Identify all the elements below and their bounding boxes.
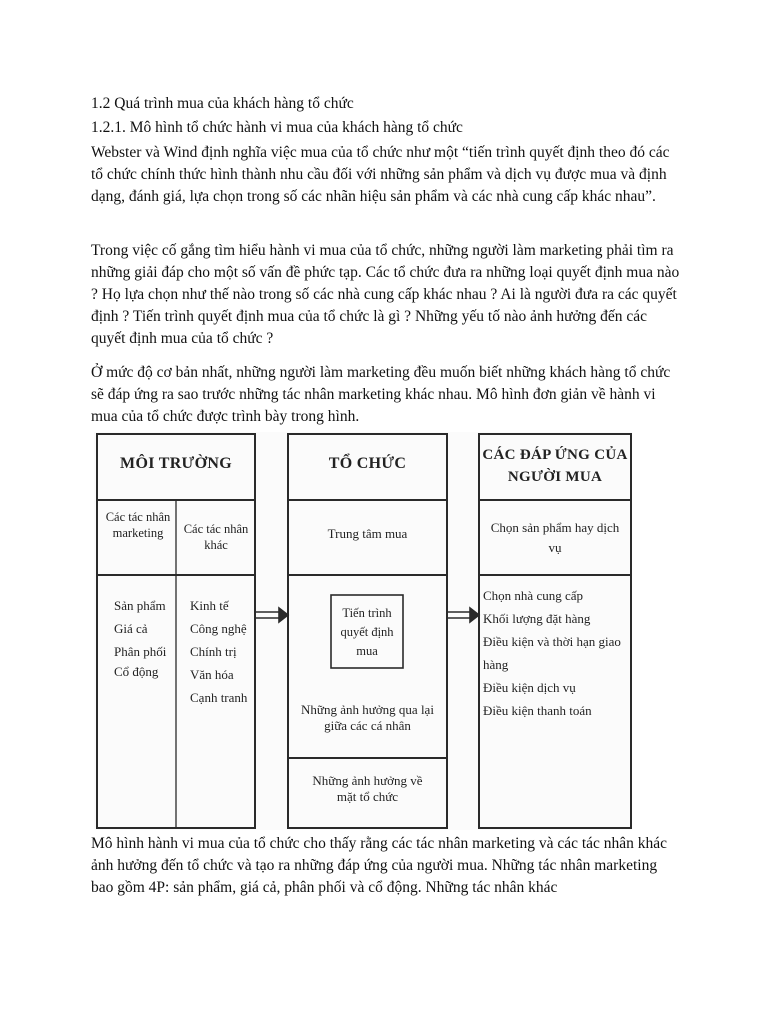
list-item: Công nghệ <box>190 621 247 636</box>
list-item: Khối lượng đặt hàng <box>483 611 591 626</box>
marketing-stimuli-header: Các tác nhân marketing <box>105 510 171 540</box>
other-stimuli-header: Các tác nhân khác <box>183 522 249 552</box>
list-item: Điều kiện dịch vụ <box>483 680 576 695</box>
list-item: Chính trị <box>190 644 237 659</box>
list-item: Văn hóa <box>190 667 234 682</box>
decision-process-label: Tiến trình quyết định mua <box>340 606 394 658</box>
paragraph-definition: Webster và Wind định nghĩa việc mua của tổ chức như một “tiến trình quyết định theo đó các tổ chức chính thức hình thành nhu cầu đối với những sản phẩm và dịch vụ được mua và định dạng, đánh giá, lựa chọn trong số các nhãn hiệu sản phẩm và các nhà cung cấp khác nhau”. <box>91 144 670 205</box>
buyer-responses-list <box>483 584 629 722</box>
interpersonal-influences-label: Những ảnh hưởng qua lại giữa các cá nhân <box>301 702 434 734</box>
list-item: Phân phối <box>114 644 167 659</box>
section-heading: 1.2 Quá trình mua của khách hàng tổ chức <box>91 95 354 112</box>
buying-center-label: Trung tâm mua <box>327 526 408 541</box>
list-item: Chọn nhà cung cấp <box>483 588 584 603</box>
buying-behavior-diagram <box>94 432 632 830</box>
paragraph-questions: Trong việc cố gắng tìm hiểu hành vi mua của tổ chức, những người làm marketing phải tìm ra những giải đáp cho một số vấn đề phức tạp. Các tổ chức đưa ra những loại quyết định mua nào ? Họ lựa chọn như thế nào trong số các nhà cung cấp khác nhau ? Ai là người đưa ra các quyết định ? Tiến trình quyết định mua của tổ chức là gì ? Những yếu tố nào ảnh hưởng đến các quyết định mua của tổ chức ? <box>91 242 680 347</box>
environment-title: MÔI TRƯỜNG <box>120 455 232 472</box>
other-stimuli-list <box>190 594 254 709</box>
list-item: Kinh tế <box>190 598 229 613</box>
responses-title: CÁC ĐÁP ỨNG CỦA NGƯỜI MUA <box>482 447 628 485</box>
list-item: Cổ động <box>114 664 159 679</box>
paragraph-model-explanation: Mô hình hành vi mua của tổ chức cho thấy rằng các tác nhân marketing và các tác nhân khác ảnh hưởng đến tổ chức và tạo ra những đáp ứng của người mua. Những tác nhân marketing bao gồm 4P: sản phẩm, giá cả, phân phối và cổ động. Những tác nhân khác <box>91 835 668 896</box>
product-choice-label: Chọn sản phẩm hay dịch vụ <box>490 520 620 555</box>
paragraph-basic-level: Ở mức độ cơ bản nhất, những người làm marketing đều muốn biết những khách hàng tổ chức sẽ đáp ứng ra sao trước những tác nhân marketing khác nhau. Mô hình đơn giản về hành vi mua của tổ chức được trình bày trong hình. <box>91 364 671 425</box>
organizational-influences-label: Những ảnh hưởng về mặt tổ chức <box>312 773 423 805</box>
marketing-stimuli-list <box>114 594 174 683</box>
list-item: Giá cả <box>114 621 148 636</box>
list-item: Cạnh tranh <box>190 690 248 705</box>
organization-title: TỔ CHỨC <box>328 455 407 472</box>
list-item: Điều kiện thanh toán <box>483 703 592 718</box>
list-item: Sản phẩm <box>114 598 166 613</box>
list-item: Điều kiện và thời hạn giao hàng <box>483 634 621 672</box>
subsection-heading: 1.2.1. Mô hình tổ chức hành vi mua của khách hàng tổ chức <box>91 119 463 136</box>
